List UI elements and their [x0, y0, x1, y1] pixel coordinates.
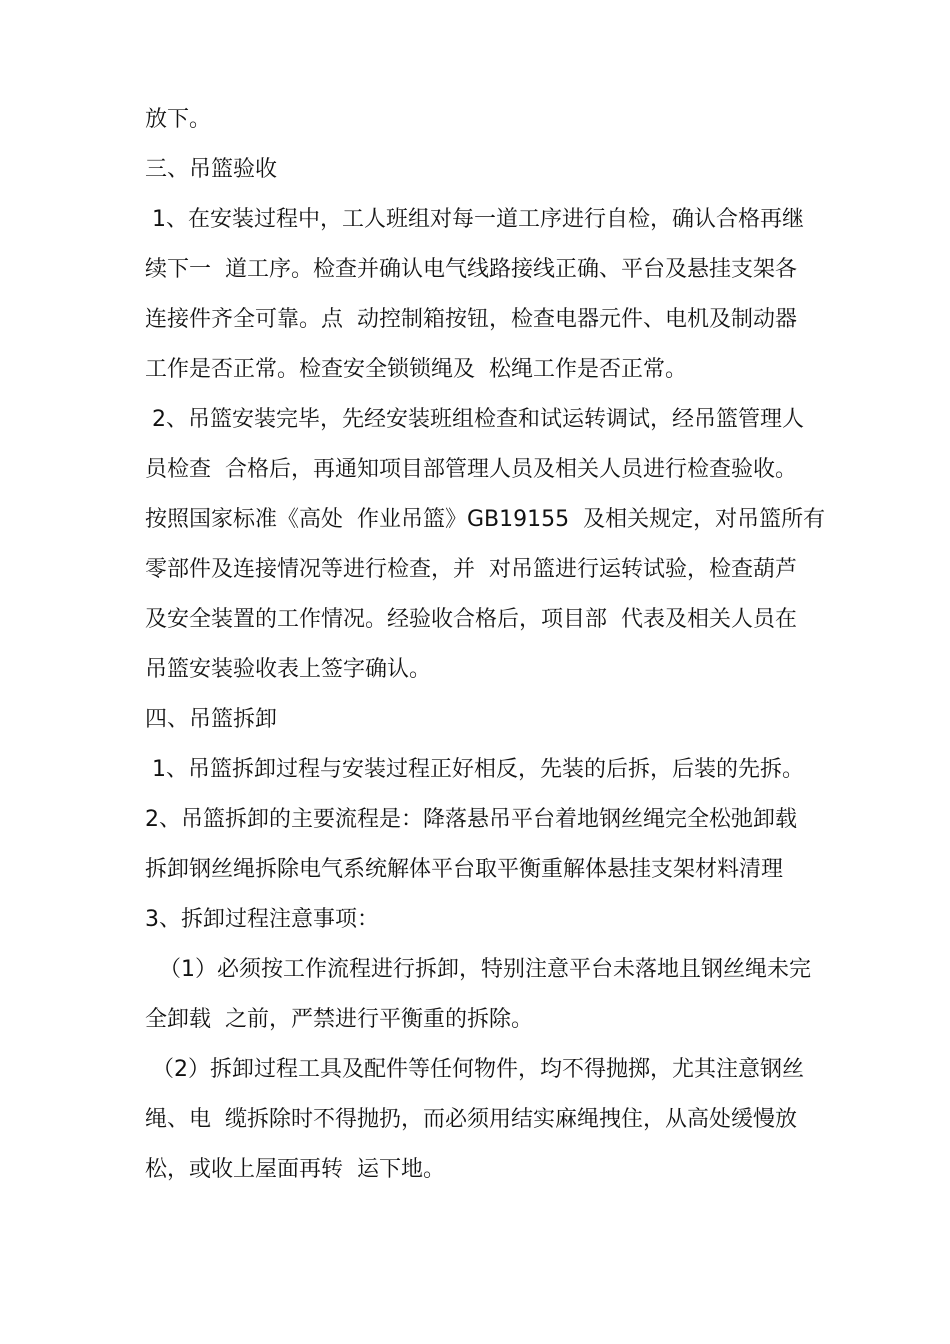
text-line: 及安全装置的工作情况。经验收合格后，项目部 代表及相关人员在 [145, 607, 797, 632]
text-line: 全卸载 之前，严禁进行平衡重的拆除。 [145, 1007, 533, 1032]
text-line: 连接件齐全可靠。点 动控制箱按钮，检查电器元件、电机及制动器 [145, 307, 797, 332]
text-line: （1）必须按工作流程进行拆卸，特别注意平台未落地且钢丝绳未完 [145, 957, 811, 982]
text-line: 拆卸钢丝绳拆除电气系统解体平台取平衡重解体悬挂支架材料清理 [145, 857, 784, 882]
text-line: 绳、电 缆拆除时不得抛扔，而必须用结实麻绳拽住，从高处缓慢放 [145, 1107, 797, 1132]
text-line: 2、吊篮安装完毕，先经安装班组检查和试运转调试，经吊篮管理人 [145, 407, 804, 432]
text-line: 松，或收上屋面再转 运下地。 [145, 1157, 445, 1182]
text-line: 3、拆卸过程注意事项： [145, 907, 379, 932]
text-line: 零部件及连接情况等进行检查，并 对吊篮进行运转试验，检查葫芦 [145, 557, 797, 582]
text-line: 放下。 [145, 107, 212, 132]
section-heading-dismantling: 四、吊篮拆卸 [145, 707, 278, 732]
text-line: 2、吊篮拆卸的主要流程是：降落悬吊平台着地钢丝绳完全松弛卸载 [145, 807, 797, 832]
text-line: 工作是否正常。检查安全锁锁绳及 松绳工作是否正常。 [145, 357, 687, 382]
text-line: 1、在安装过程中，工人班组对每一道工序进行自检，确认合格再继 [145, 207, 804, 232]
text-line: 1、吊篮拆卸过程与安装过程正好相反，先装的后拆，后装的先拆。 [145, 757, 804, 782]
text-line: （2）拆卸过程工具及配件等任何物件，均不得抛掷，尤其注意钢丝 [145, 1057, 804, 1082]
text-line: 续下一 道工序。检查并确认电气线路接线正确、平台及悬挂支架各 [145, 257, 797, 282]
text-line: 吊篮安装验收表上签字确认。 [145, 657, 432, 682]
text-line: 按照国家标准《高处 作业吊篮》GB19155 及相关规定，对吊篮所有 [145, 507, 825, 532]
text-line: 员检查 合格后，再通知项目部管理人员及相关人员进行检查验收。 [145, 457, 797, 482]
section-heading-acceptance: 三、吊篮验收 [145, 157, 278, 182]
